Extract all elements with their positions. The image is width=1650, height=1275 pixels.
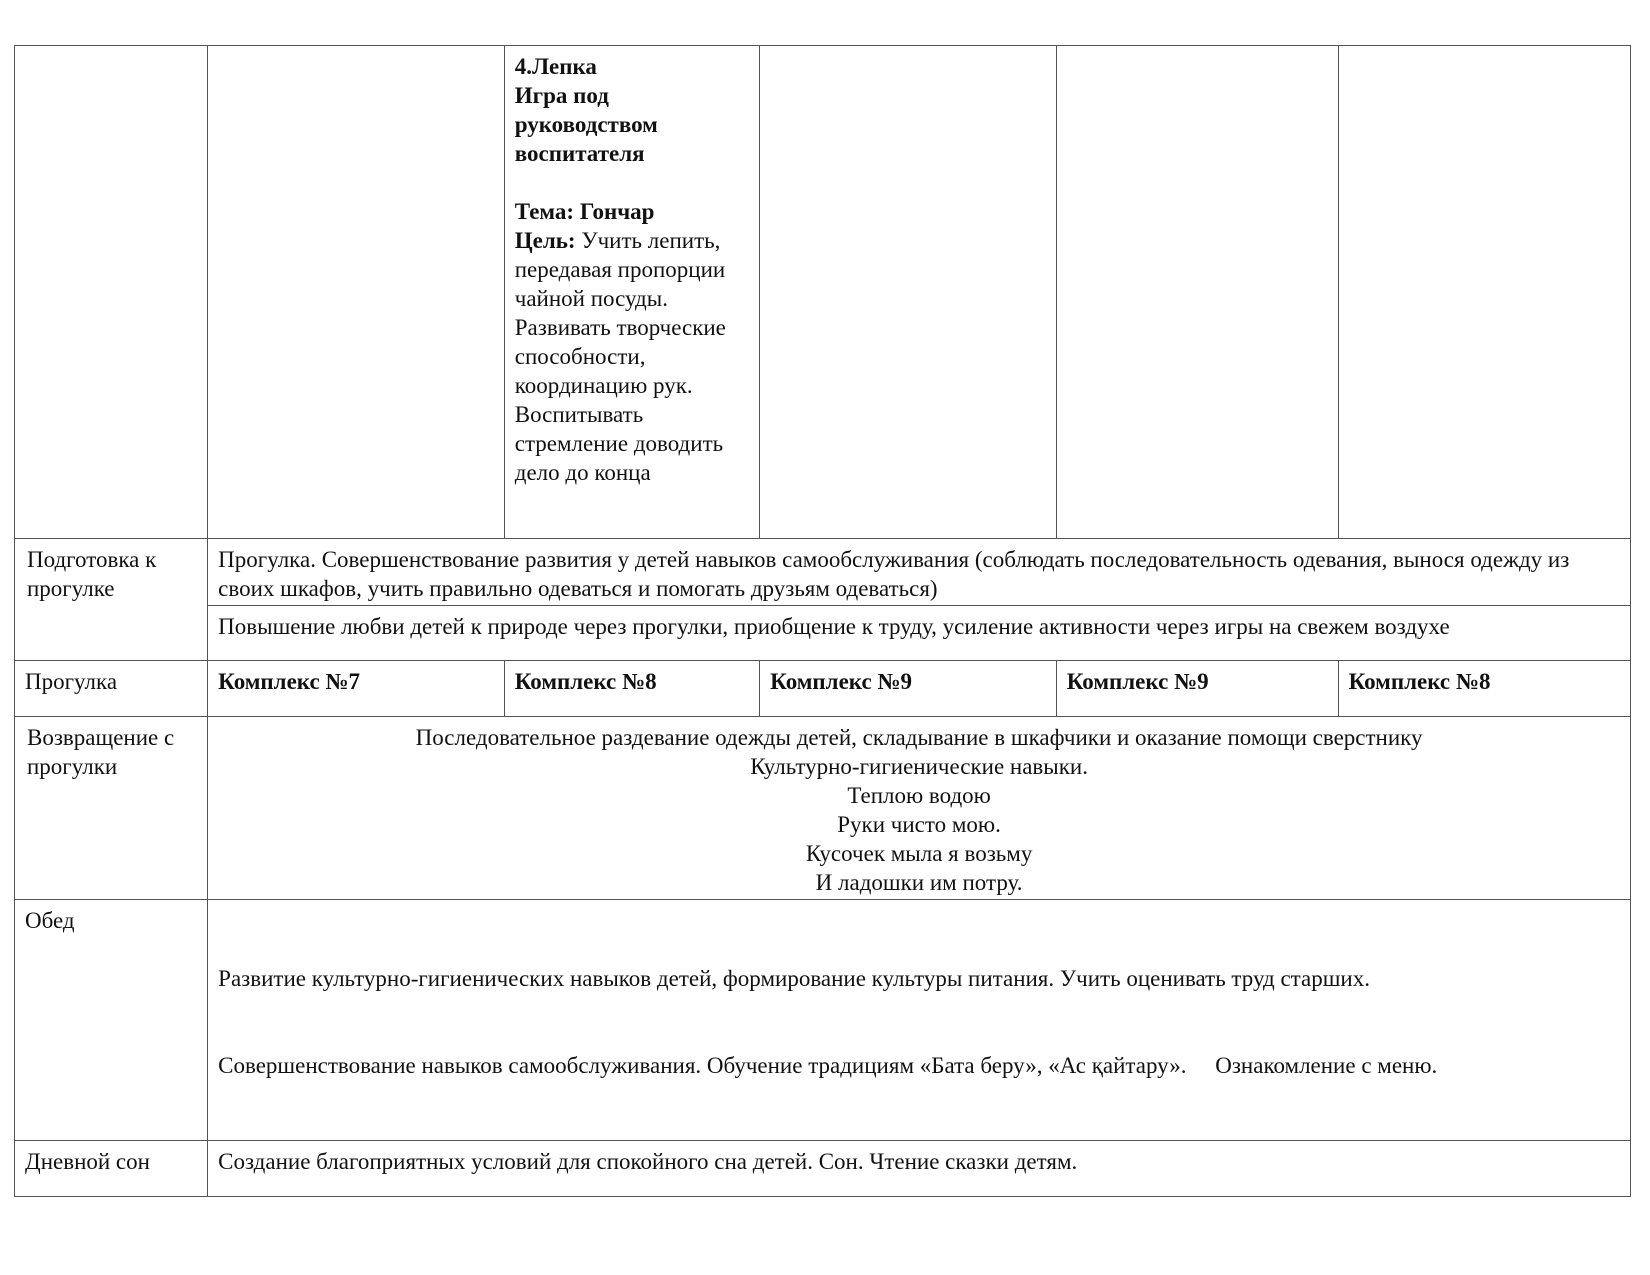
walk-prep-text-2: Повышение любви детей к природе через прогулки, приобщение к труду, усиление активности через игры на свежем воздухе	[208, 606, 1631, 661]
poem-line: Кусочек мыла я возьму	[805, 841, 1033, 866]
spacer	[515, 168, 749, 197]
walk-complex-monday: Комплекс №7	[208, 661, 505, 717]
activity-label-cell	[15, 46, 208, 539]
lunch-line-1: Развитие культурно-гигиенических навыков детей, формирование культуры питания. Учить оценивать труд старших.	[218, 966, 1370, 991]
walk-complex-friday: Комплекс №8	[1338, 661, 1630, 717]
walk-prep-label: Подготовка к прогулке	[15, 539, 208, 661]
poem-line: Теплою водою	[847, 783, 991, 808]
activity-monday-cell	[208, 46, 505, 539]
walk-prep-text-1: Прогулка. Совершенствование развития у детей навыков самообслуживания (соблюдать последовательность одевания, вынося одежду из своих шкафов, учить правильно одеваться и помогать друзьям одеваться)	[208, 539, 1631, 606]
walk-row	[15, 661, 1631, 717]
theme-value: Гончар	[579, 199, 655, 224]
return-walk-text	[208, 717, 1631, 900]
theme-label: Тема:	[514, 199, 575, 224]
lesson-subtitle: Игра под руководством воспитателя	[514, 83, 658, 166]
nap-text: Создание благоприятных условий для спокойного сна детей. Сон. Чтение сказки детям.	[208, 1141, 1631, 1197]
walk-complex-thursday: Комплекс №9	[1056, 661, 1338, 717]
lunch-line-2: Совершенствование навыков самообслуживания. Обучение традициям «Бата беру», «Ас қайтару». Ознакомление с меню.	[218, 1053, 1438, 1078]
return-walk-line: Последовательное раздевание одежды детей, складывание в шкафчики и оказание помощи сверстнику	[415, 725, 1423, 750]
activity-row	[15, 46, 1631, 539]
activity-thursday-cell	[1056, 46, 1338, 539]
lesson-title: 4.Лепка	[514, 54, 597, 79]
daily-plan-table	[14, 45, 1631, 1197]
walk-label: Прогулка	[15, 661, 208, 717]
activity-lesson-cell	[504, 46, 759, 539]
poem-line: И ладошки им потру.	[815, 870, 1023, 895]
lesson-goal	[515, 226, 749, 487]
lunch-row	[15, 900, 1631, 1141]
poem-line: Руки чисто мою.	[837, 812, 1001, 837]
return-walk-row	[15, 717, 1631, 900]
lesson-theme	[515, 197, 749, 226]
goal-label: Цель:	[514, 228, 576, 253]
return-walk-label: Возвращение с прогулки	[15, 717, 208, 900]
return-walk-line: Культурно-гигиенические навыки.	[750, 754, 1088, 779]
activity-wednesday-cell	[760, 46, 1057, 539]
walk-prep-row	[15, 539, 1631, 606]
nap-label: Дневной сон	[15, 1141, 208, 1197]
nap-row	[15, 1141, 1631, 1197]
walk-complex-tuesday: Комплекс №8	[504, 661, 759, 717]
walk-prep-row-2	[15, 606, 1631, 661]
walk-complex-wednesday: Комплекс №9	[760, 661, 1057, 717]
lunch-label: Обед	[15, 900, 208, 1141]
goal-text: Учить лепить, передавая пропорции чайной посуды. Развивать творческие способности, координацию рук. Воспитывать стремление доводить дело до конца	[514, 228, 726, 485]
lunch-text	[208, 900, 1631, 1141]
activity-friday-cell	[1338, 46, 1630, 539]
